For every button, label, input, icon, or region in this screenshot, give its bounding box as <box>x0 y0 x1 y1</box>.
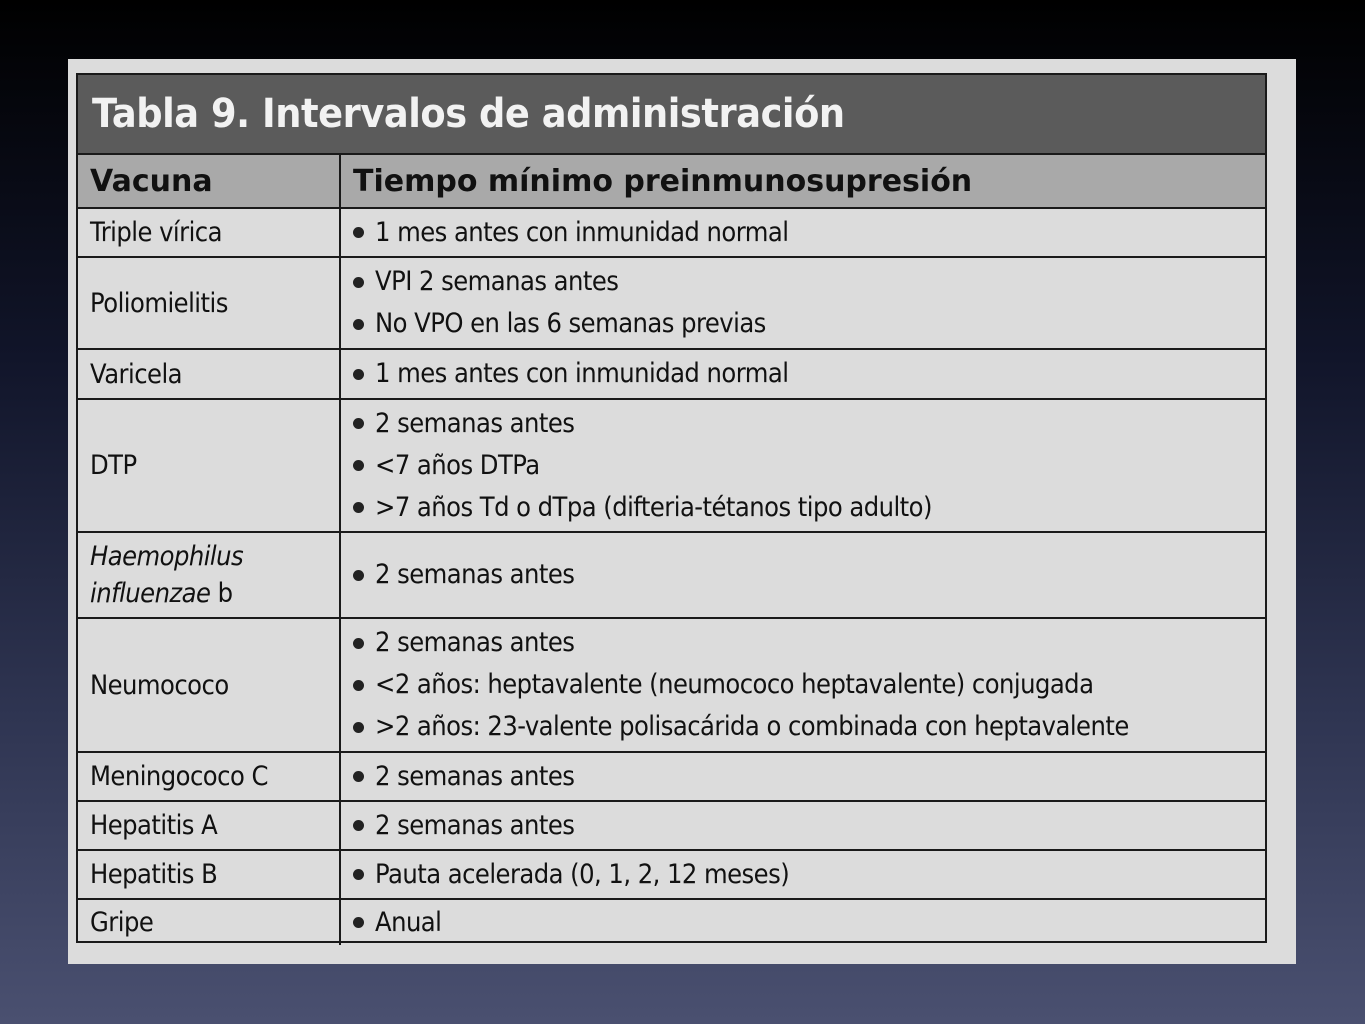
vaccine-cell <box>78 618 340 752</box>
header-time: Tiempo mínimo preinmunosupresión <box>340 155 1265 208</box>
vaccine-cell <box>78 850 340 899</box>
table-row <box>78 399 1265 532</box>
vaccine-cell <box>78 208 340 257</box>
vaccine-name: Hepatitis B <box>90 859 218 890</box>
table-row <box>78 801 1265 850</box>
vaccine-name-suffix: b <box>217 578 233 609</box>
vaccine-name: DTP <box>90 450 137 481</box>
table-row <box>78 532 1265 618</box>
list-item: 2 semanas antes <box>353 403 1253 445</box>
bullet-icon <box>353 277 364 288</box>
list-item: 2 semanas antes <box>353 622 1253 664</box>
vaccine-cell <box>78 801 340 850</box>
bullet-icon <box>353 502 364 513</box>
vaccine-name: Gripe <box>90 907 154 938</box>
list-item: Anual <box>353 902 1253 944</box>
administration-intervals-table <box>76 73 1267 943</box>
list-item: >2 años: 23-valente polisacárida o combinada con heptavalente <box>353 706 1253 748</box>
time-cell <box>340 208 1265 257</box>
time-cell <box>340 801 1265 850</box>
time-cell <box>340 399 1265 532</box>
time-cell <box>340 899 1265 945</box>
bullet-icon <box>353 722 364 733</box>
list-item: 2 semanas antes <box>353 554 1253 596</box>
table-row <box>78 349 1265 399</box>
table-row <box>78 850 1265 899</box>
header-vaccine: Vacuna <box>78 155 340 208</box>
table-row <box>78 208 1265 257</box>
time-cell <box>340 532 1265 618</box>
vaccine-cell <box>78 257 340 349</box>
list-item: 1 mes antes con inmunidad normal <box>353 353 1253 395</box>
list-item: VPI 2 semanas antes <box>353 261 1253 303</box>
bullet-icon <box>353 460 364 471</box>
vaccine-cell <box>78 349 340 399</box>
bullet-icon <box>353 917 364 928</box>
vaccine-name: Meningococo C <box>90 761 268 792</box>
time-cell <box>340 618 1265 752</box>
table-row <box>78 257 1265 349</box>
time-cell <box>340 752 1265 801</box>
list-item: >7 años Td o dTpa (difteria-tétanos tipo adulto) <box>353 487 1253 529</box>
table-title: Tabla 9. Intervalos de administración <box>92 91 845 137</box>
vaccine-name: Triple vírica <box>90 217 222 248</box>
table-row <box>78 618 1265 752</box>
vaccine-name: Neumococo <box>90 669 229 701</box>
list-item: No VPO en las 6 semanas previas <box>353 303 1253 345</box>
table-row <box>78 752 1265 801</box>
vaccine-name: Poliomielitis <box>90 287 228 319</box>
table-row <box>78 899 1265 945</box>
bullet-icon <box>353 227 364 238</box>
vaccine-cell <box>78 399 340 532</box>
vaccine-name: Hepatitis A <box>90 810 218 841</box>
list-item: 1 mes antes con inmunidad normal <box>353 212 1253 254</box>
intervals-table <box>78 155 1265 945</box>
bullet-icon <box>353 771 364 782</box>
bullet-icon <box>353 369 364 380</box>
bullet-icon <box>353 638 364 649</box>
time-cell <box>340 349 1265 399</box>
time-cell <box>340 257 1265 349</box>
time-cell <box>340 850 1265 899</box>
header-row <box>78 155 1265 208</box>
list-item: <7 años DTPa <box>353 445 1253 487</box>
bullet-icon <box>353 869 364 880</box>
bullet-icon <box>353 319 364 330</box>
table-title-bar <box>78 75 1265 155</box>
bullet-icon <box>353 680 364 691</box>
vaccine-cell <box>78 752 340 801</box>
vaccine-name-italic: Haemophilus influenzae <box>90 541 244 609</box>
vaccine-cell <box>78 899 340 945</box>
list-item: 2 semanas antes <box>353 756 1253 798</box>
bullet-icon <box>353 418 364 429</box>
list-item: <2 años: heptavalente (neumococo heptavalente) conjugada <box>353 664 1253 706</box>
vaccine-name: Varicela <box>90 358 183 390</box>
vaccine-cell <box>78 532 340 618</box>
bullet-icon <box>353 570 364 581</box>
list-item: Pauta acelerada (0, 1, 2, 12 meses) <box>353 854 1253 896</box>
scanned-page <box>68 59 1296 964</box>
list-item: 2 semanas antes <box>353 805 1253 847</box>
bullet-icon <box>353 820 364 831</box>
